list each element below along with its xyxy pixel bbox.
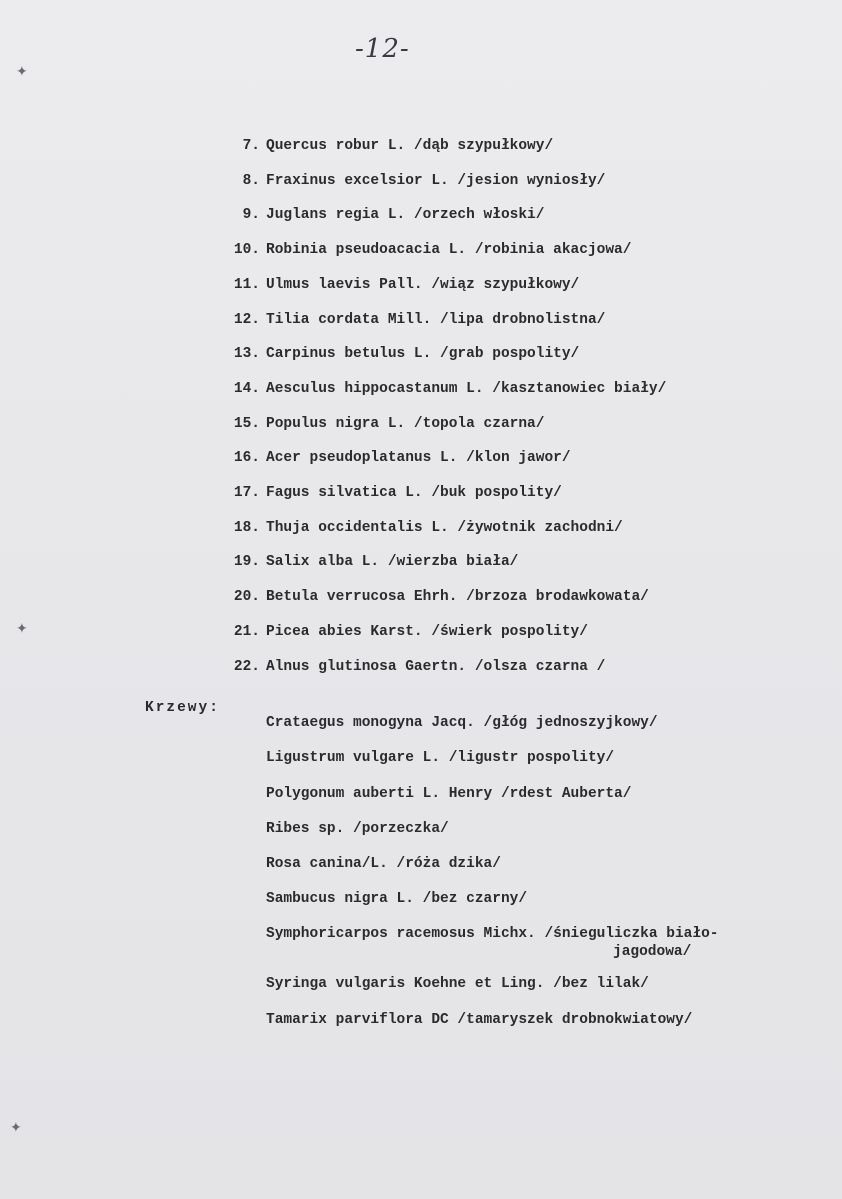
species-name: Betula verrucosa Ehrh. /brzoza brodawkowata/ — [266, 589, 649, 606]
species-name: Tilia cordata Mill. /lipa drobnolistna/ — [266, 311, 606, 328]
list-item — [266, 715, 658, 731]
list-item — [0, 312, 842, 336]
item-number: 10. — [233, 242, 260, 259]
list-item — [0, 346, 842, 370]
list-item — [0, 624, 842, 648]
shrubs-section-label: Krzewy: — [145, 700, 220, 716]
species-name: Carpinus betulus L. /grab pospolity/ — [266, 346, 580, 363]
page-number: -12- — [355, 34, 410, 64]
species-name: Ribes sp. /porzeczka/ — [266, 821, 449, 837]
item-number: 13. — [233, 346, 260, 363]
species-name: Juglans regia L. /orzech włoski/ — [266, 207, 545, 224]
item-number: 22. — [233, 658, 260, 675]
list-item — [266, 976, 649, 992]
list-item — [0, 589, 842, 613]
list-item — [266, 750, 614, 766]
species-name: Rosa canina/L. /róża dzika/ — [266, 856, 501, 872]
species-name: Populus nigra L. /topola czarna/ — [266, 415, 545, 432]
species-name: Fagus silvatica L. /buk pospolity/ — [266, 485, 562, 501]
species-name: Syringa vulgaris Koehne et Ling. /bez lilak/ — [266, 976, 649, 992]
item-number: 7. — [242, 138, 260, 154]
item-number: 19. — [233, 554, 260, 571]
item-number: 21. — [233, 623, 260, 640]
item-number: 15. — [233, 415, 260, 432]
punch-hole-mark: ✦ — [10, 1120, 22, 1136]
list-item — [0, 207, 842, 231]
item-number: 8. — [242, 172, 260, 189]
list-item — [0, 659, 842, 683]
species-name-continuation: jagodowa/ — [613, 944, 692, 960]
item-number: 14. — [233, 380, 260, 397]
species-name: Fraxinus excelsior L. /jesion wyniosły/ — [266, 172, 606, 189]
punch-hole-mark: ✦ — [16, 64, 28, 80]
species-name: Picea abies Karst. /świerk pospolity/ — [266, 623, 588, 640]
species-name: Ulmus laevis Pall. /wiąz szypułkowy/ — [266, 276, 580, 293]
species-name: Symphoricarpos racemosus Michx. /śnieguliczka biało- — [266, 926, 719, 942]
species-name: Sambucus nigra L. /bez czarny/ — [266, 891, 528, 907]
list-item — [266, 821, 449, 837]
species-name: Tamarix parviflora DC /tamaryszek drobnokwiatowy/ — [266, 1012, 693, 1028]
punch-hole-mark: ✦ — [16, 621, 28, 637]
species-name: Acer pseudoplatanus L. /klon jawor/ — [266, 450, 571, 467]
list-item — [0, 416, 842, 440]
list-item — [0, 520, 842, 544]
species-name: Quercus robur L. /dąb szypułkowy/ — [266, 138, 554, 154]
list-item — [266, 856, 501, 872]
list-item — [0, 485, 842, 509]
item-number: 20. — [233, 589, 260, 606]
list-item — [0, 277, 842, 301]
list-item — [0, 381, 842, 405]
item-number: 9. — [242, 207, 260, 224]
list-item — [266, 1012, 692, 1028]
list-item — [266, 926, 718, 960]
list-item — [266, 891, 527, 907]
list-item — [0, 173, 842, 197]
list-item — [0, 138, 842, 162]
list-item — [0, 242, 842, 266]
species-name: Salix alba L. /wierzba biała/ — [266, 554, 519, 571]
species-name: Ligustrum vulgare L. /ligustr pospolity/ — [266, 750, 615, 766]
species-name: Alnus glutinosa Gaertn. /olsza czarna / — [266, 658, 606, 675]
item-number: 11. — [233, 276, 260, 293]
species-name: Crataegus monogyna Jacq. /głóg jednoszyjkowy/ — [266, 715, 658, 731]
list-item — [0, 450, 842, 474]
item-number: 16. — [233, 450, 260, 467]
item-number: 17. — [233, 485, 260, 501]
species-name: Robinia pseudoacacia L. /robinia akacjowa/ — [266, 242, 632, 259]
list-item — [0, 554, 842, 578]
species-name: Aesculus hippocastanum L. /kasztanowiec biały/ — [266, 380, 667, 397]
list-item — [266, 786, 631, 802]
item-number: 18. — [233, 519, 260, 536]
species-name: Thuja occidentalis L. /żywotnik zachodni/ — [266, 519, 623, 536]
species-name: Polygonum auberti L. Henry /rdest Auberta/ — [266, 786, 632, 802]
item-number: 12. — [233, 311, 260, 328]
